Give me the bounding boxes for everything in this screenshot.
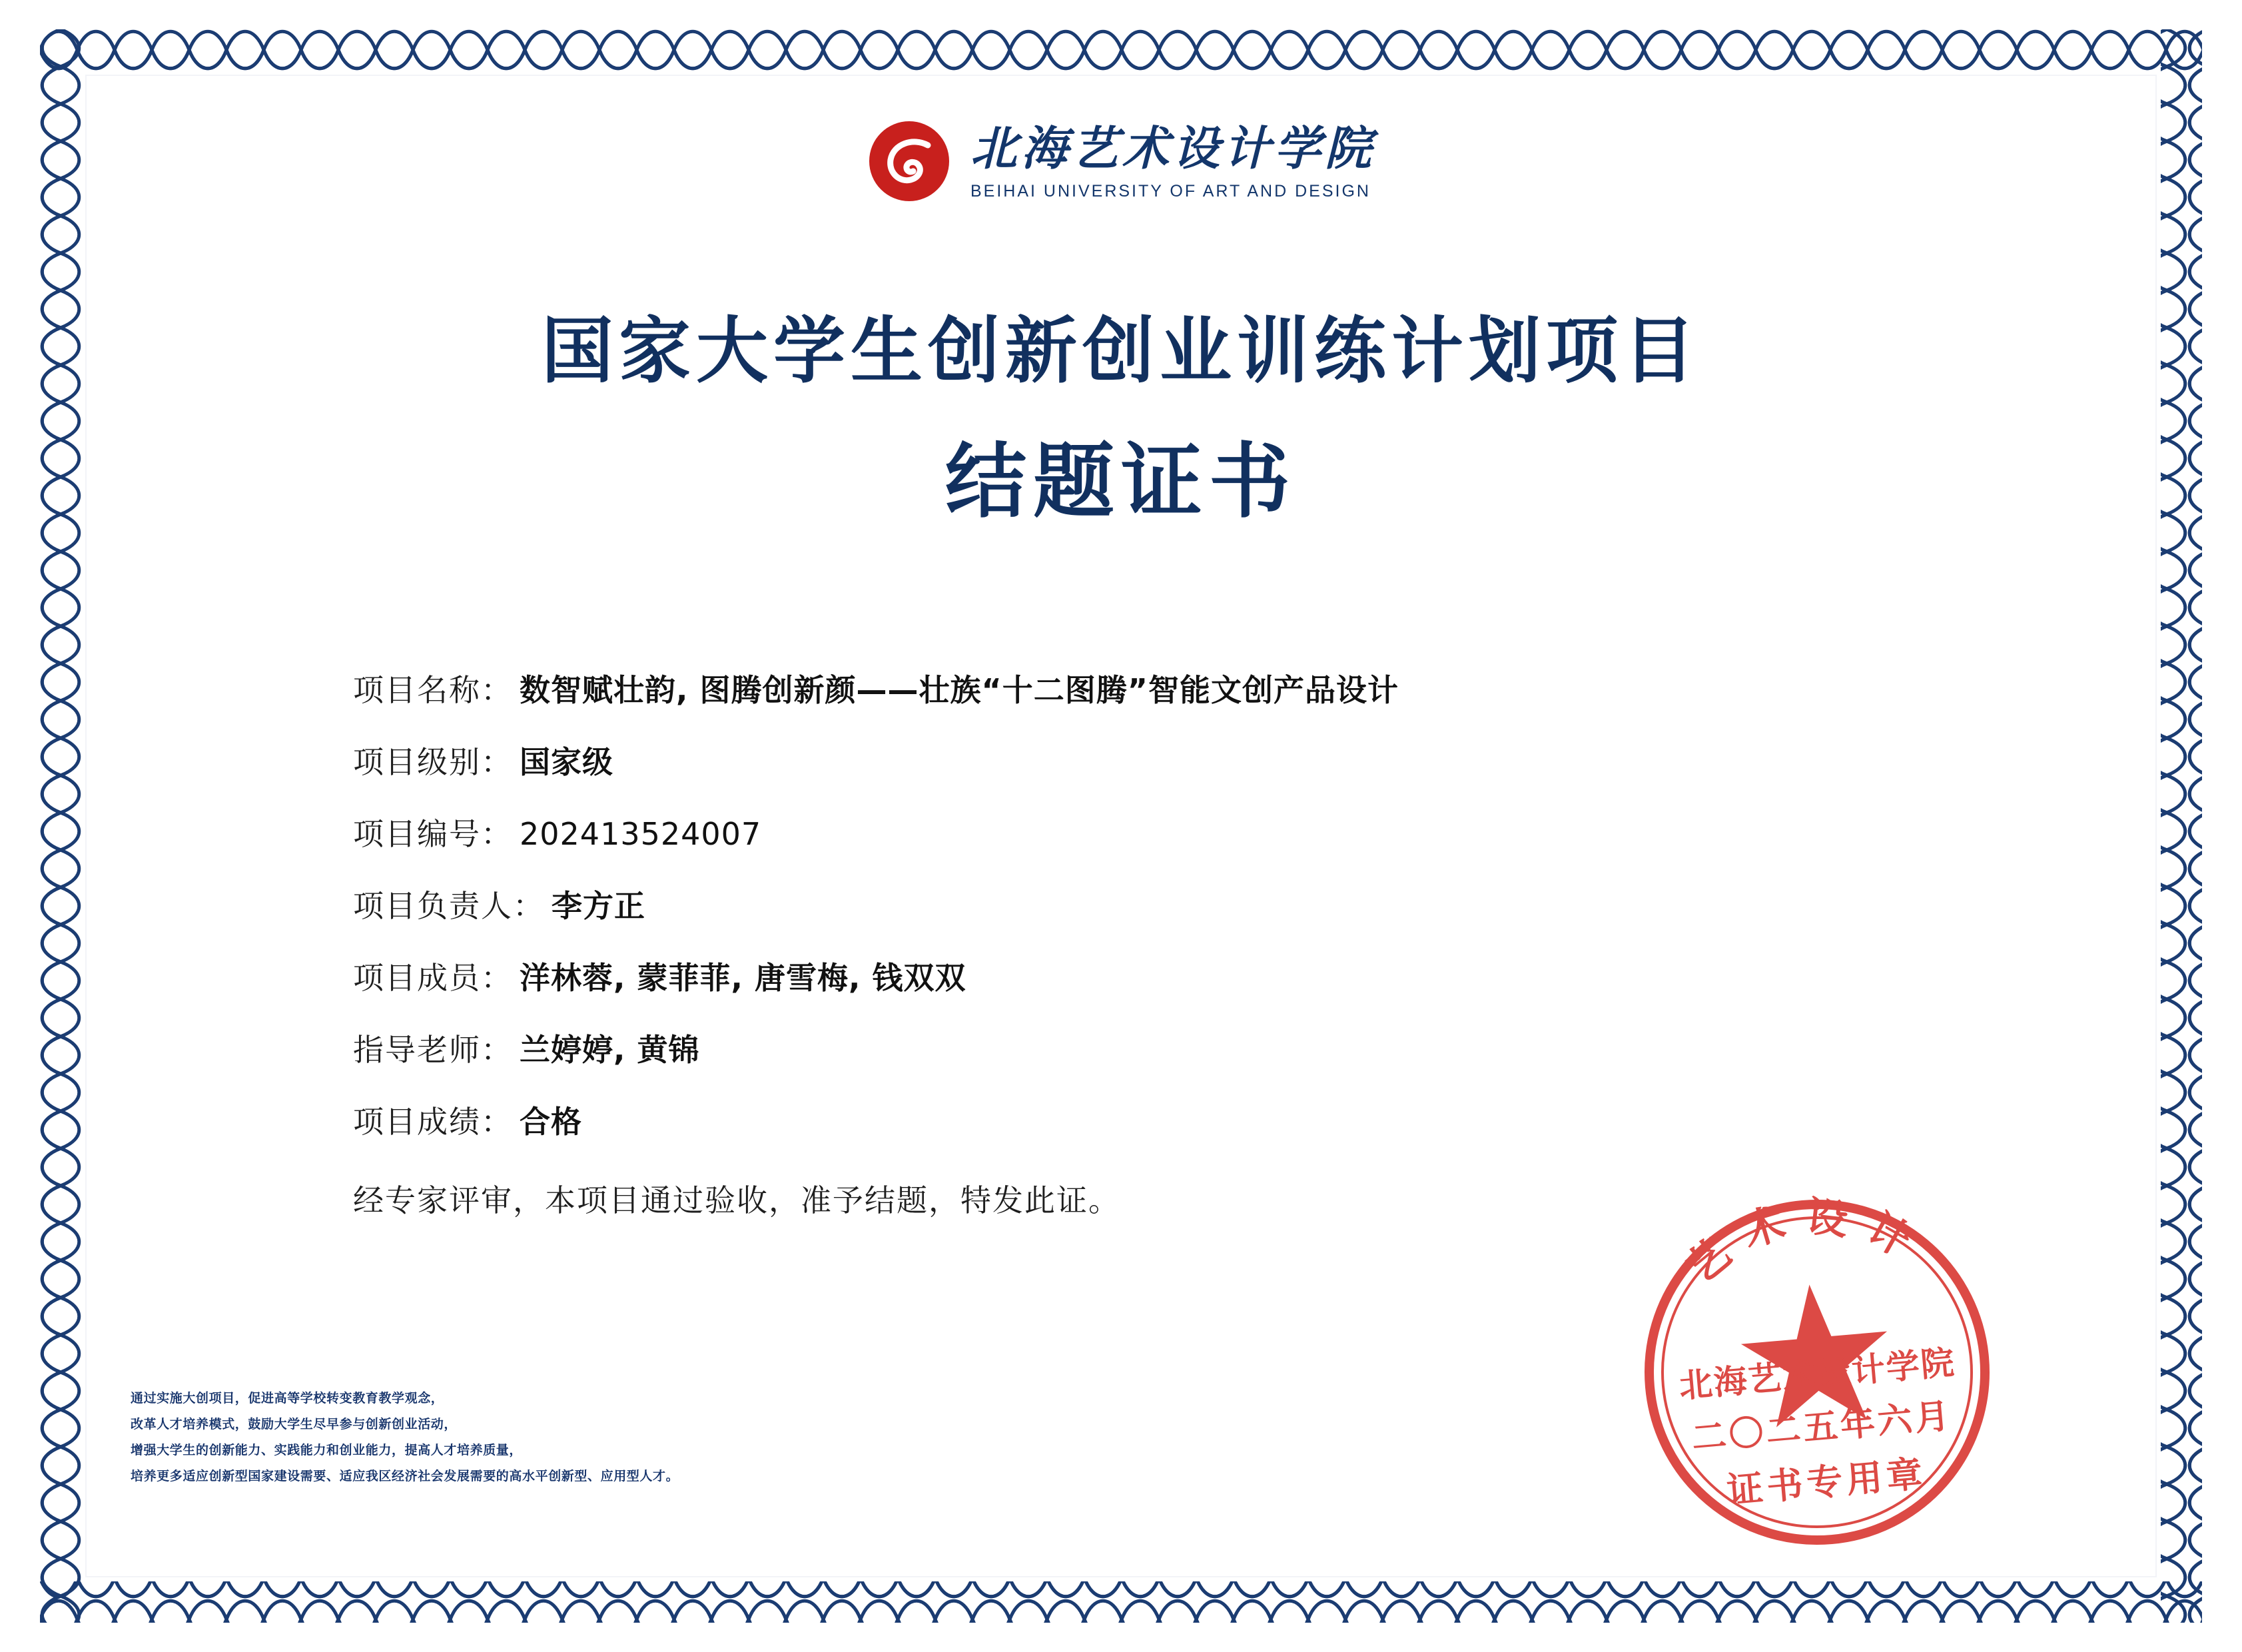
school-emblem-icon bbox=[867, 119, 952, 204]
field-row bbox=[353, 1026, 1952, 1070]
field-label-project-name: 项目名称： bbox=[353, 672, 513, 708]
field-row bbox=[353, 1098, 1952, 1142]
seal-org-text: 北海艺术设计学院 bbox=[1677, 1342, 1957, 1406]
field-row bbox=[353, 954, 1952, 998]
footnote-line: 培养更多适应创新型国家建设需要、适应我区经济社会发展需要的高水平创新型、应用型人才。 bbox=[131, 1468, 679, 1483]
field-label-project-level: 项目级别： bbox=[353, 744, 513, 780]
svg-text:艺术设计 bbox=[1673, 1181, 1938, 1294]
footnote-line: 改革人才培养模式，鼓励大学生尽早参与创新创业活动， bbox=[131, 1416, 458, 1432]
field-value-advisors: 兰婷婷, 黄锦 bbox=[520, 1032, 700, 1068]
field-label-advisors: 指导老师： bbox=[353, 1032, 513, 1068]
seal-purpose-text: 证书专用章 bbox=[1725, 1451, 1928, 1512]
official-seal-stamp bbox=[1594, 1155, 2040, 1589]
certificate-statement: 经专家评审，本项目通过验收，准予结题，特发此证。 bbox=[353, 1182, 1120, 1218]
certificate-title-sub: 结题证书 bbox=[945, 433, 1297, 529]
field-label-project-leader: 项目负责人： bbox=[353, 888, 545, 924]
field-row bbox=[353, 882, 1952, 926]
field-value-project-members: 洋林蓉, 蒙菲菲, 唐雪梅, 钱双双 bbox=[520, 960, 966, 996]
logo-institution-en: BEIHAI UNIVERSITY OF ART AND DESIGN bbox=[970, 182, 1371, 201]
field-row bbox=[353, 738, 1952, 782]
field-row bbox=[353, 810, 1952, 854]
seal-arc-text: 艺术设计 bbox=[1677, 1191, 1934, 1292]
field-value-project-level: 国家级 bbox=[520, 744, 613, 780]
field-label-project-number: 项目编号： bbox=[353, 816, 513, 852]
field-label-project-grade: 项目成绩： bbox=[353, 1104, 513, 1140]
field-value-project-name: 数智赋壮韵, 图腾创新颜——壮族“十二图腾”智能文创产品设计 bbox=[520, 672, 1399, 708]
certificate-fields bbox=[353, 666, 1952, 1220]
field-row bbox=[353, 666, 1952, 710]
institution-logo-block bbox=[0, 119, 2242, 204]
footnote-block bbox=[131, 1386, 1196, 1489]
footnote-line: 增强大学生的创新能力、实践能力和创业能力，提高人才培养质量， bbox=[131, 1442, 523, 1457]
logo-institution-cn: 北海艺术设计学院 bbox=[970, 123, 1375, 175]
field-label-project-members: 项目成员： bbox=[353, 960, 513, 996]
footnote-line: 通过实施大创项目，促进高等学校转变教育教学观念， bbox=[131, 1391, 444, 1406]
certificate-title-main: 国家大学生创新创业训练计划项目 bbox=[541, 309, 1700, 393]
field-value-project-grade: 合格 bbox=[520, 1104, 582, 1140]
seal-date-text: 二〇二五年六月 bbox=[1690, 1395, 1954, 1459]
field-value-project-number: 202413524007 bbox=[520, 816, 762, 852]
field-value-project-leader: 李方正 bbox=[552, 888, 645, 924]
